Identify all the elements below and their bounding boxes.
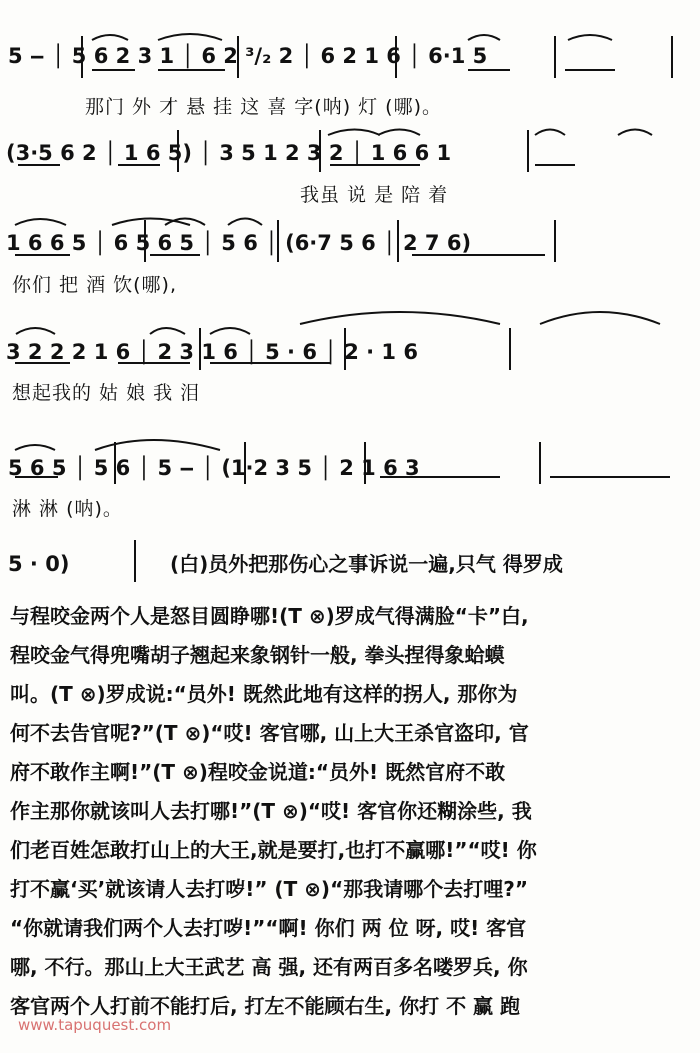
lyric-line-1: 那门 外 才 悬 挂 这 喜 字(呐) 灯 (哪)。	[85, 96, 443, 118]
narration-line: 与程咬金两个人是怒目圆睁哪!(T ⊗)罗成气得满脸“卡”白,	[10, 604, 529, 628]
narration-line: 叫。(T ⊗)罗成说:“员外! 既然此地有这样的拐人, 那你为	[10, 682, 518, 706]
narration-line: 程咬金气得兜嘴胡子翘起来象钢针一般, 拳头捏得象蛤蟆	[10, 643, 505, 667]
lyric-line-3: 你们 把 酒 饮(哪),	[12, 274, 177, 296]
narration-line: 何不去告官呢?”(T ⊗)“哎! 客官哪, 山上大王杀官盗印, 官	[10, 721, 529, 745]
narration-line: 府不敢作主啊!”(T ⊗)程咬金说道:“员外! 既然官府不敢	[10, 760, 506, 784]
notation-line-2: (3·5 6 2 │ 1 6 5) │ 3 5 1 2 3 2 │ 1 6 6 1	[6, 141, 452, 165]
lyric-line-4: 想起我的 姑 娘 我 泪	[12, 382, 201, 404]
lyric-line-5: 淋 淋 (呐)。	[12, 498, 123, 520]
watermark: www.tapuquest.com	[18, 1016, 172, 1034]
narration-line: 作主那你就该叫人去打哪!”(T ⊗)“哎! 客官你还糊涂些, 我	[10, 799, 532, 823]
narration-line: 客官两个人打前不能打后, 打左不能顾右生, 你打 不 赢 跑	[10, 994, 521, 1018]
narration-line-0: (白)员外把那伤心之事诉说一遍,只气 得罗成	[170, 552, 563, 576]
notation-line-6: 5 · 0)	[8, 552, 70, 576]
lyric-line-2: 我虽 说 是 陪 着	[300, 184, 449, 206]
notation-line-5: 5 6 5 │ 5 6 │ 5 ‒ │ (1·2 3 5 │ 2 1 6 3	[8, 456, 420, 480]
notation-line-4: 3 2 2 2 1 6 │ 2 3 1 6 │ 5 · 6 │ 2 · 1 6	[6, 340, 418, 364]
narration-line: 们老百姓怎敢打山上的大王,就是要打,也打不赢哪!”“哎! 你	[10, 838, 537, 862]
notation-line-3: 1 6 6 5 │ 6 5 6 5 │ 5 6 │ (6·7 5 6 │ 2 7 6)	[6, 231, 472, 255]
narration-line: 哪, 不行。那山上大王武艺 高 强, 还有两百多名喽罗兵, 你	[10, 955, 528, 979]
notation-line-1: 5 ‒ │ 5 6 2 3 1 │ 6 2 ³/₂ 2 │ 6 2 1 6 │ 6·1 5	[8, 44, 488, 68]
narration-line: “你就请我们两个人去打哕!”“啊! 你们 两 位 呀, 哎! 客官	[10, 916, 527, 940]
narration-line: 打不赢‘买’就该请人去打哕!” (T ⊗)“那我请哪个去打哩?”	[10, 877, 528, 901]
